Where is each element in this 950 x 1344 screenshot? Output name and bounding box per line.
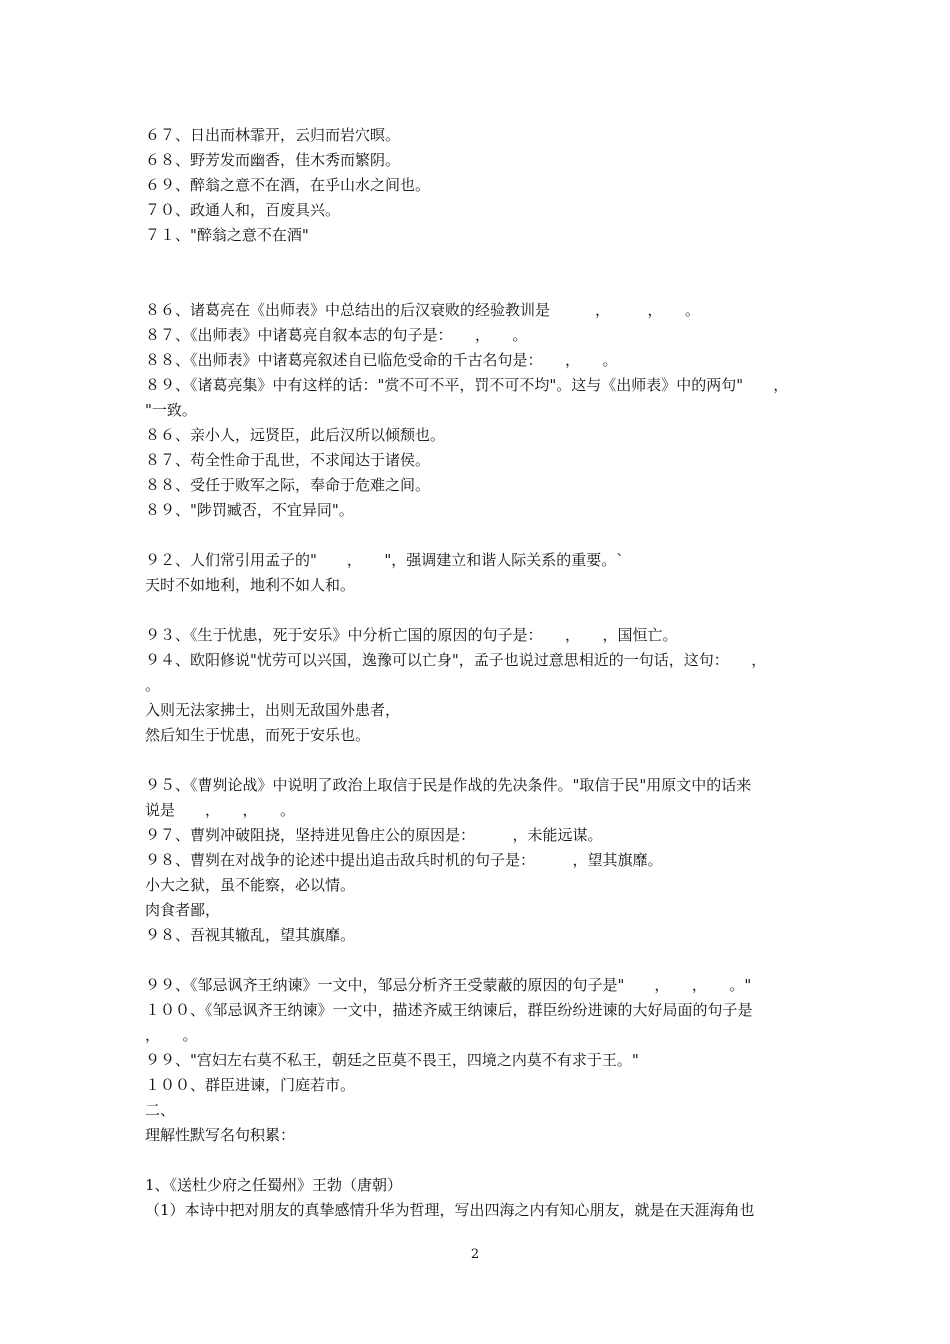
blank-line xyxy=(145,598,815,623)
text-line: ８６、诸葛亮在《出师表》中总结出的后汉衰败的经验教训是 ， ， 。 xyxy=(145,301,701,319)
text-line: ９２、人们常引用孟子的" ， "，强调建立和谐人际关系的重要。` xyxy=(145,551,624,569)
text-line: 1、《送杜少府之任蜀州》王勃（唐朝） xyxy=(145,1176,403,1194)
blank-line xyxy=(145,1148,815,1173)
text-line: ６７、日出而林霏开，云归而岩穴暝。 xyxy=(145,126,401,144)
text-line: 肉食者鄙， xyxy=(145,901,221,919)
blank-line xyxy=(145,948,815,973)
text-line: ９８、曹刿在对战争的论述中提出追击敌兵时机的句子是： ，望其旗靡。 xyxy=(145,851,663,869)
text-line: ９４、欧阳修说"忧劳可以兴国，逸豫可以亡身"，孟子也说过意思相近的一句话，这句： ， xyxy=(145,651,767,669)
text-line: ９７、曹刿冲破阻挠，坚持进见鲁庄公的原因是： ，未能远谋。 xyxy=(145,826,603,844)
blank-line xyxy=(145,523,815,548)
text-line: ８７、《出师表》中诸葛亮自叙本志的句子是： ， 。 xyxy=(145,326,528,344)
text-line: ８９、《诸葛亮集》中有这样的话："赏不可不平，罚不可不均"。这与《出师表》中的两句" ， xyxy=(145,376,789,394)
text-line: ９３、《生于忧患，死于安乐》中分析亡国的原因的句子是： ， ，国恒亡。 xyxy=(145,626,678,644)
text-line: ８８、受任于败军之际，奉命于危难之间。 xyxy=(145,476,431,494)
text-line: ９５、《曹刿论战》中说明了政治上取信于民是作战的先决条件。"取信于民"用原文中的话来 xyxy=(145,776,752,794)
text-line: 然后知生于忧患，而死于安乐也。 xyxy=(145,726,371,744)
text-line: １００、《邹忌讽齐王纳谏》一文中，描述齐威王纳谏后，群臣纷纷进谏的大好局面的句子是 xyxy=(145,1001,753,1019)
text-line: "一致。 xyxy=(145,401,197,419)
text-line: ８９、"陟罚臧否，不宜异同"。 xyxy=(145,501,354,519)
document-body xyxy=(145,123,815,1223)
text-line: 天时不如地利，地利不如人和。 xyxy=(145,576,356,594)
text-line: ６９、醉翁之意不在酒，在乎山水之间也。 xyxy=(145,176,431,194)
text-line: 小大之狱，虽不能察，必以情。 xyxy=(145,876,356,894)
text-line: 入则无法家拂士，出则无敌国外患者， xyxy=(145,701,401,719)
text-line: （1）本诗中把对朋友的真挚感情升华为哲理，写出四海之内有知心朋友，就是在天涯海角也 xyxy=(145,1201,755,1219)
text-line: 二、 xyxy=(145,1101,176,1119)
text-line: ６８、野芳发而幽香，佳木秀而繁阴。 xyxy=(145,151,401,169)
text-line: ８７、苟全性命于乱世，不求闻达于诸侯。 xyxy=(145,451,431,469)
text-line: 理解性默写名句积累： xyxy=(145,1126,296,1144)
text-line: ７０、政通人和，百废具兴。 xyxy=(145,201,341,219)
blank-line xyxy=(145,273,815,298)
text-line: ８８、《出师表》中诸葛亮叙述自已临危受命的千古名句是： ， 。 xyxy=(145,351,618,369)
text-line: 。 xyxy=(145,676,161,694)
text-line: ９８、吾视其辙乱，望其旗靡。 xyxy=(145,926,356,944)
text-line: １００、群臣进谏，门庭若市。 xyxy=(145,1076,356,1094)
blank-line xyxy=(145,248,815,273)
text-line: ９９、"宫妇左右莫不私王，朝廷之臣莫不畏王，四境之内莫不有求于王。" xyxy=(145,1051,639,1069)
text-line: ９９、《邹忌讽齐王纳谏》一文中，邹忌分析齐王受蒙蔽的原因的句子是" ， ， 。" xyxy=(145,976,752,994)
text-line: 说是 ， ， 。 xyxy=(145,801,296,819)
text-line: ７１、"醉翁之意不在酒" xyxy=(145,226,309,244)
blank-line xyxy=(145,748,815,773)
text-line: ， 。 xyxy=(145,1026,198,1044)
text-line: ８６、亲小人，远贤臣，此后汉所以倾颓也。 xyxy=(145,426,446,444)
page-number: 2 xyxy=(470,1247,480,1262)
